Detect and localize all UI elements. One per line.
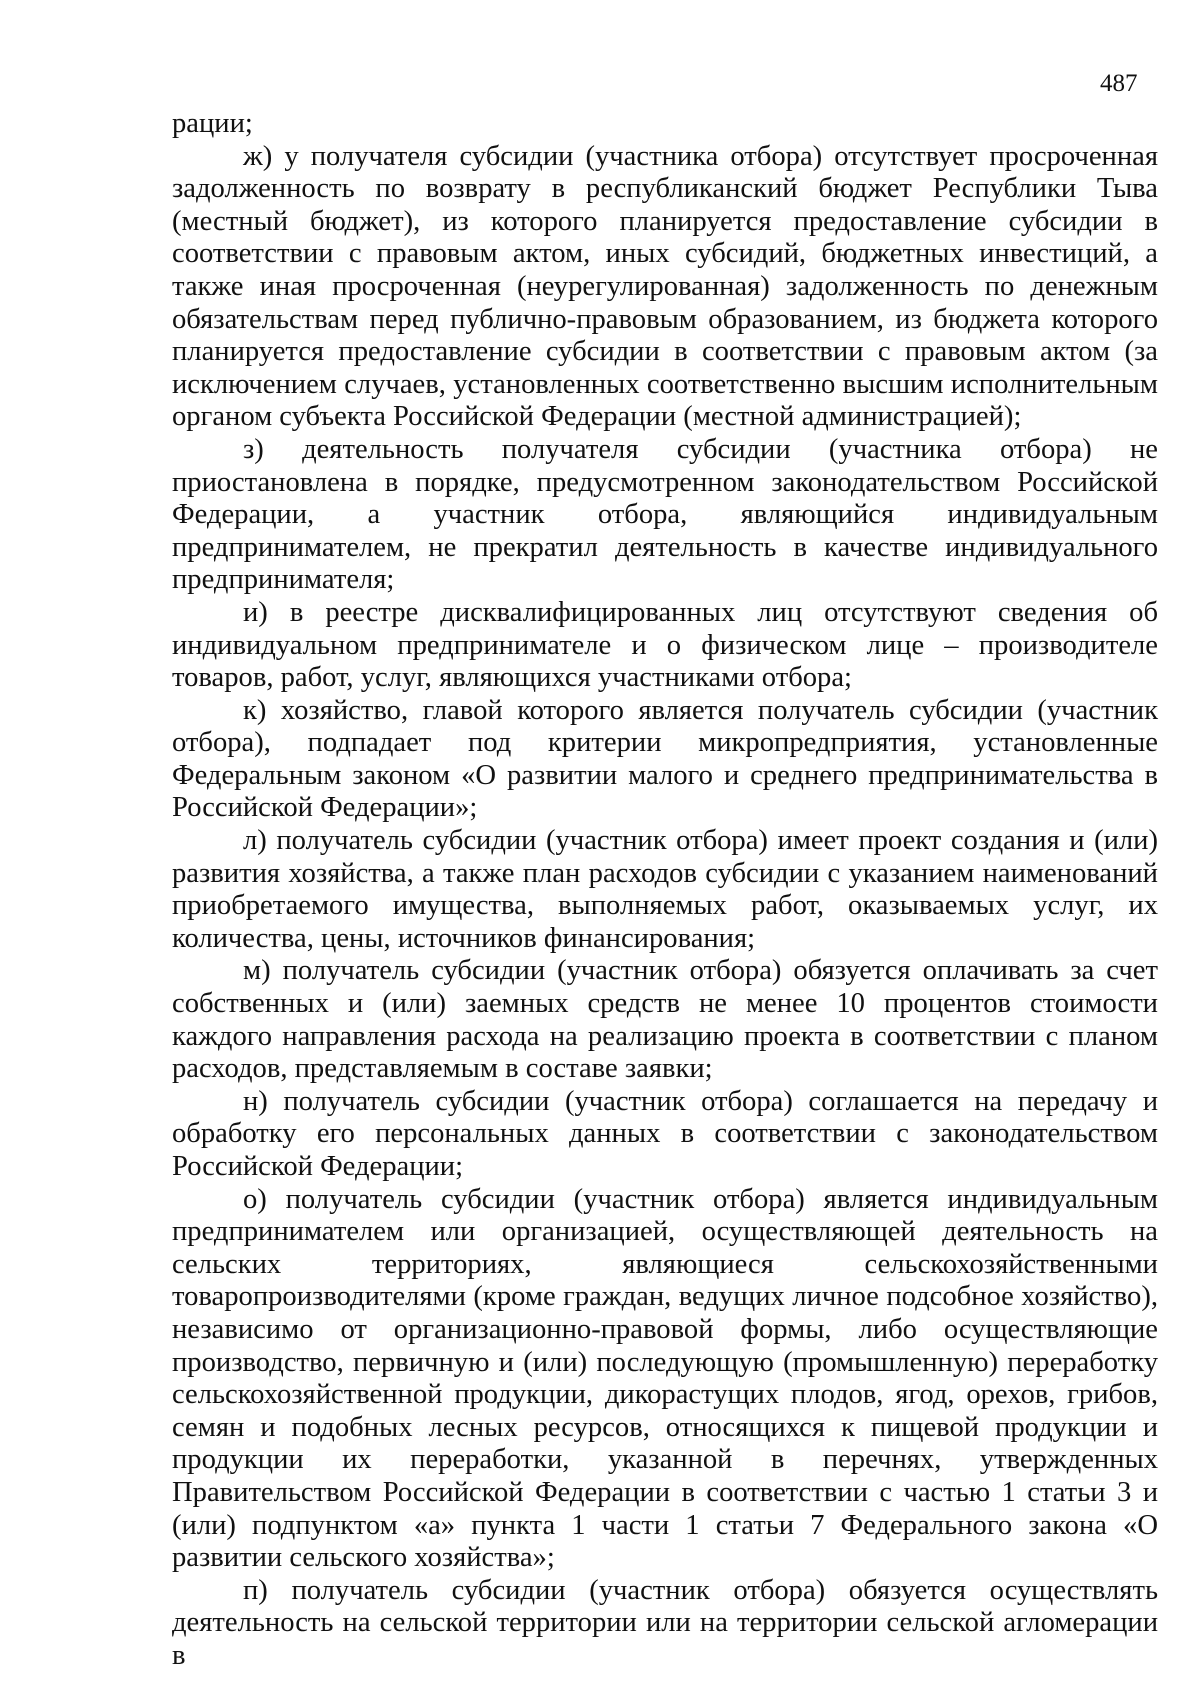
paragraph-item-z: з) деятельность получателя субсидии (участника отбора) не приостановлена в порядке, предусмотренном законодательством Российской Федерации, а участник отбора, являющийся индивидуальным предпринимателем, не прекратил деятельность в качестве индивидуального предпринимателя; [172, 433, 1158, 596]
paragraph-item-m: м) получатель субсидии (участник отбора) обязуется оплачивать за счет собственных и (или) заемных средств не менее 10 процентов стоимости каждого направления расхода на реализацию проекта в соответствии с планом расходов, представляемым в составе заявки; [172, 955, 1158, 1085]
paragraph-item-zh: ж) у получателя субсидии (участника отбора) отсутствует просроченная задолженность по возврату в республиканский бюджет Республики Тыва (местный бюджет), из которого планируется предоставление субсидии в соответствии с правовым актом, иных субсидий, бюджетных инвестиций, а также иная просроченная (неурегулированная) задолженность по денежным обязательствам перед публично-правовым образованием, из бюджета которого планируется предоставление субсидии в соответствии с правовым актом (за исключением случаев, установленных соответственно высшим исполнительным органом субъекта Российской Федерации (местной администрацией); [172, 140, 1158, 433]
document-body [172, 108, 1158, 1673]
page-number: 487 [1100, 70, 1138, 97]
paragraph-item-i: и) в реестре дисквалифицированных лиц отсутствуют сведения об индивидуальном предпринимателе и о физическом лице – производителе товаров, работ, услуг, являющихся участниками отбора; [172, 596, 1158, 694]
paragraph-item-p: п) получатель субсидии (участник отбора) обязуется осуществлять деятельность на сельской территории или на территории сельской агломерации в [172, 1574, 1158, 1671]
paragraph-item-k: к) хозяйство, главой которого является получатель субсидии (участник отбора), подпадает под критерии микропредприятия, установленные Федеральным законом «О развитии малого и среднего предпринимательства в Российской Федерации»; [172, 694, 1158, 824]
paragraph-item-n: н) получатель субсидии (участник отбора) соглашается на передачу и обработку его персональных данных в соответствии с законодательством Российской Федерации; [172, 1085, 1158, 1182]
paragraph-item-o: о) получатель субсидии (участник отбора) является индивидуальным предпринимателем или организацией, осуществляющей деятельность на сельских территориях, являющиеся сельскохозяйственными товаропроизводителями (кроме граждан, ведущих личное подсобное хозяйство), независимо от организационно-правовой формы, либо осуществляющие производство, первичную и (или) последующую (промышленную) переработку сельскохозяйственной продукции, дикорастущих плодов, ягод, орехов, грибов, семян и подобных лесных ресурсов, относящихся к пищевой продукции и продукции их переработки, указанной в перечнях, утвержденных Правительством Российской Федерации в соответствии с частью 1 статьи 3 и (или) подпунктом «а» пункта 1 части 1 статьи 7 Федерального закона «О развитии сельского хозяйства»; [172, 1183, 1158, 1574]
paragraph-continuation: рации; [172, 108, 253, 139]
paragraph-item-l: л) получатель субсидии (участник отбора) имеет проект создания и (или) развития хозяйства, а также план расходов субсидии с указанием наименований приобретаемого имущества, выполняемых работ, оказываемых услуг, их количества, цены, источников финансирования; [172, 825, 1158, 954]
